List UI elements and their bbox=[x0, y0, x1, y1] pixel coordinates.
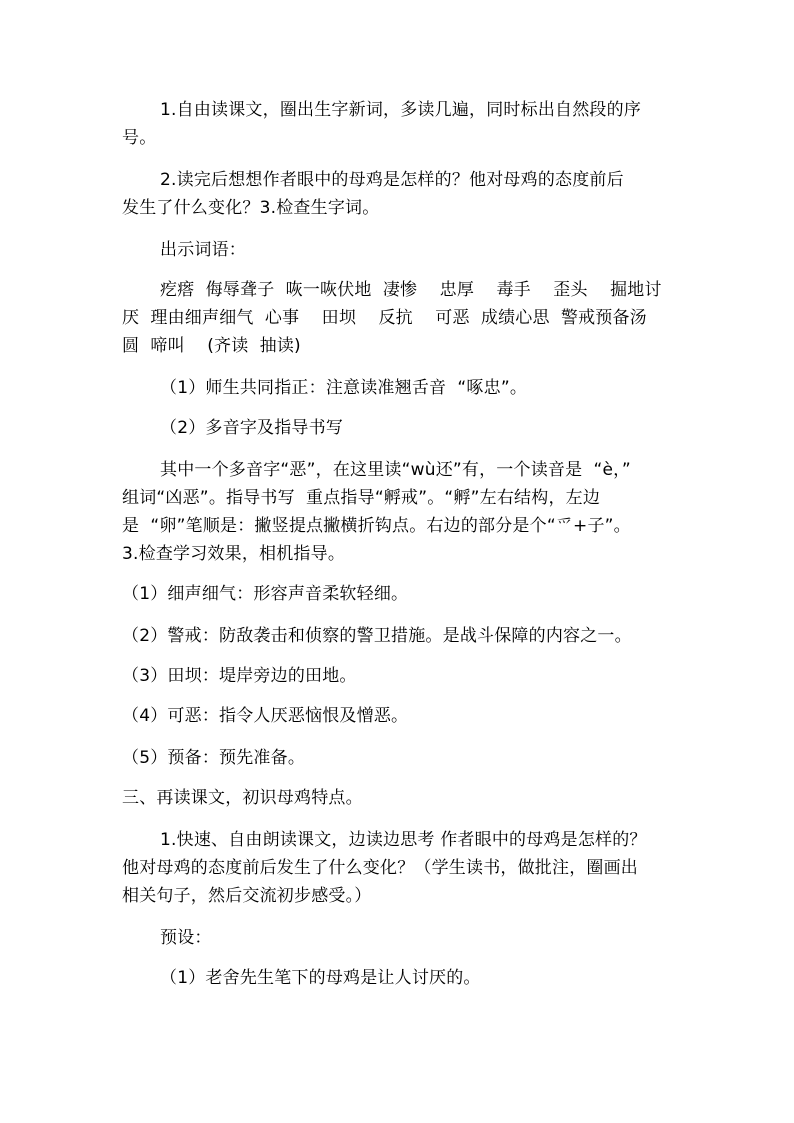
text-line: 1.自由读课文，圈出生字新词，多读几遍，同时标出自然段的序 bbox=[160, 100, 642, 120]
text-line: 是 “卵”笔顺是：撇竖提点撇横折钩点。右边的部分是个“爫+子”。 bbox=[122, 516, 631, 536]
section-heading: 三、再读课文，初识母鸡特点。 bbox=[122, 788, 363, 808]
text-line: 3.检查学习效果，相机指导。 bbox=[122, 544, 346, 564]
text-line: （5）预备：预先准备。 bbox=[122, 748, 306, 768]
text-line: 号。 bbox=[122, 128, 157, 148]
text-line: （4）可恶：指令人厌恶恼恨及憎恶。 bbox=[122, 706, 409, 726]
text-line: 疙瘩 侮辱聋子 咴一咴伏地 凄惨 忠厚 毒手 歪头 掘地讨 bbox=[160, 280, 662, 300]
text-line: （2）警戒：防敌袭击和侦察的警卫措施。是战斗保障的内容之一。 bbox=[122, 626, 632, 646]
text-line: 出示词语： bbox=[160, 240, 246, 260]
text-line: 2.读完后想想作者眼中的母鸡是怎样的？他对母鸡的态度前后 bbox=[160, 170, 624, 190]
text-line: 厌 理由细声细气 心事 田坝 反抗 可恶 成绩心思 警戒预备汤 bbox=[122, 308, 647, 328]
text-line: 预设： bbox=[160, 928, 212, 948]
text-line: 组词“凶恶”。指导书写 重点指导“孵戒”。“孵”左右结构，左边 bbox=[122, 488, 601, 508]
text-line: 圆 啼叫 (齐读 抽读) bbox=[122, 336, 301, 356]
text-line: 其中一个多音字“恶”，在这里读“wù还”有，一个读音是 “è，” bbox=[160, 460, 631, 480]
text-line: （2）多音字及指导书写 bbox=[160, 418, 344, 438]
text-line: 1.快速、自由朗读课文，边读边思考 作者眼中的母鸡是怎样的？ bbox=[160, 830, 647, 850]
text-line: 相关句子，然后交流初步感受。） bbox=[122, 886, 372, 906]
text-line: 他对母鸡的态度前后发生了什么变化？（学生读书，做批注，圈画出 bbox=[122, 858, 638, 878]
text-line: 发生了什么变化？3.检查生字词。 bbox=[122, 198, 380, 218]
text-line: （1）师生共同指正：注意读准翘舌音 “啄忠”。 bbox=[160, 378, 528, 398]
text-line: （1）细声细气：形容声音柔软轻细。 bbox=[122, 584, 409, 604]
text-line: （1）老舍先生笔下的母鸡是让人讨厌的。 bbox=[160, 968, 481, 988]
text-line: （3）田坝：堤岸旁边的田地。 bbox=[122, 666, 357, 686]
